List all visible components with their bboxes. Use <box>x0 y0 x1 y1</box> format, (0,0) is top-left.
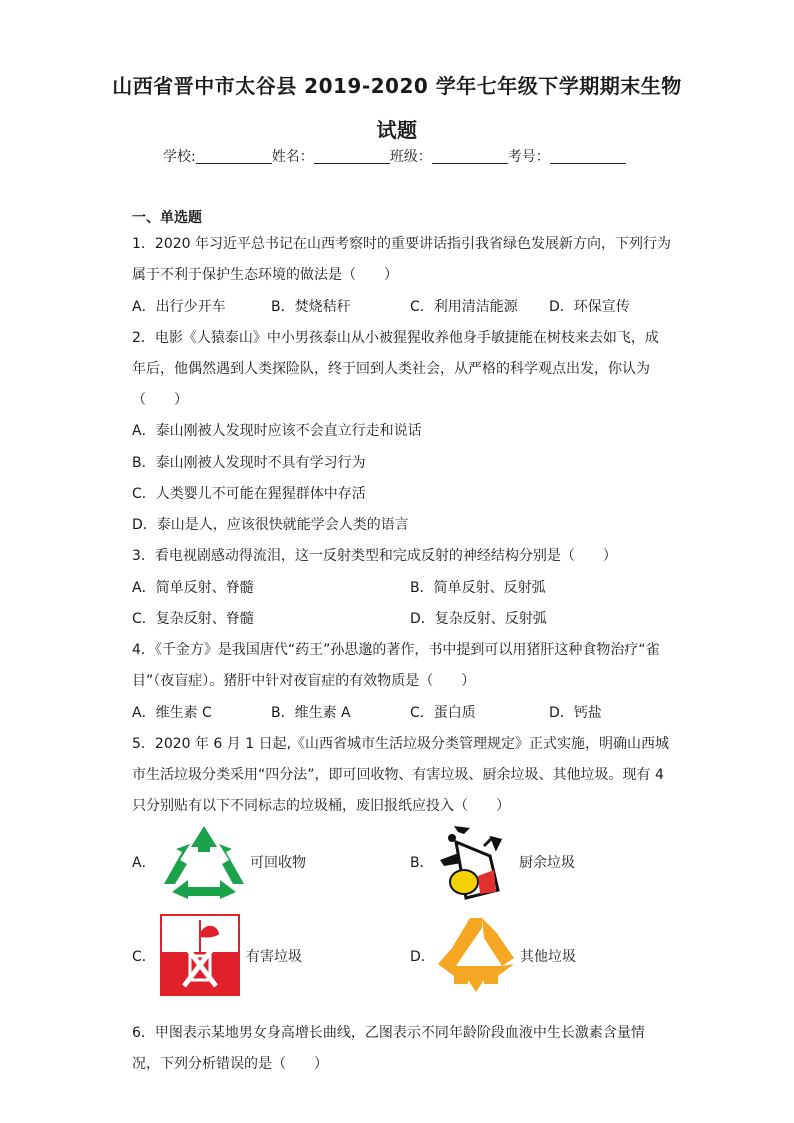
q5-option-b[interactable]: B． <box>410 855 434 871</box>
q4-option-b[interactable]: B．维生素 A <box>271 705 351 721</box>
q4-option-a[interactable]: A．维生素 C <box>132 705 212 721</box>
q2-option-b[interactable]: B．泰山刚被人发现时不具有学习行为 <box>132 455 366 471</box>
number-blank[interactable] <box>550 149 626 164</box>
q3-option-b[interactable]: B．简单反射、反射弧 <box>410 580 546 596</box>
recycle-icon <box>160 822 248 900</box>
q2-option-c[interactable]: C．人类婴儿不可能在猩猩群体中存活 <box>132 486 366 502</box>
q1-option-d[interactable]: D．环保宣传 <box>549 299 630 315</box>
q6-stem-2: 况，下列分析错误的是（ ） <box>132 1056 328 1072</box>
q5-option-d[interactable]: D． <box>410 949 435 965</box>
student-info-row <box>163 146 626 166</box>
other-waste-icon <box>434 914 518 996</box>
q4-option-c[interactable]: C．蛋白质 <box>410 705 476 721</box>
name-blank[interactable] <box>314 149 390 164</box>
q1-stem-2: 属于不利于保护生态环境的做法是（ ） <box>132 267 398 283</box>
q5-stem-2: 市生活垃圾分类采用“四分法”，即可回收物、有害垃圾、厨余垃圾、其他垃圾。现有 4 <box>132 767 664 783</box>
q1-option-c[interactable]: C．利用清洁能源 <box>410 299 518 315</box>
q5-option-c[interactable]: C． <box>132 949 156 965</box>
school-blank[interactable] <box>196 149 272 164</box>
q3-option-c[interactable]: C．复杂反射、脊髓 <box>132 611 254 627</box>
q5-caption-d: 其他垃圾 <box>520 949 576 965</box>
q5-stem-3: 只分别贴有以下不同标志的垃圾桶，废旧报纸应投入（ ） <box>132 798 510 814</box>
number-label: 考号： <box>507 149 550 165</box>
q2-stem-2: 年后，他偶然遇到人类探险队，终于回到人类社会，从严格的科学观点出发，你认为 <box>132 361 650 377</box>
section-heading: 一、单选题 <box>132 210 202 226</box>
q2-stem-3: （ ） <box>132 392 188 408</box>
q1-stem-1: 1．2020 年习近平总书记在山西考察时的重要讲话指引我省绿色发展新方向，下列行为 <box>132 236 671 252</box>
title-line-1: 山西省晋中市太谷县 2019-2020 学年七年级下学期期末生物 <box>112 74 682 98</box>
q2-option-a[interactable]: A．泰山刚被人发现时应该不会直立行走和说话 <box>132 423 422 439</box>
q1-option-b[interactable]: B．焚烧秸秆 <box>271 299 351 315</box>
name-label: 姓名： <box>271 149 314 165</box>
q5-stem-1: 5．2020 年 6 月 1 日起,《山西省城市生活垃圾分类管理规定》正式实施，明确山西城 <box>132 736 670 752</box>
hazardous-waste-icon <box>160 914 240 996</box>
q3-stem-1: 3．看电视剧感动得流泪，这一反射类型和完成反射的神经结构分别是（ ） <box>132 548 617 564</box>
title-line-2: 试题 <box>376 118 418 142</box>
q1-option-a[interactable]: A．出行少开车 <box>132 299 226 315</box>
q4-option-d[interactable]: D．钙盐 <box>549 705 602 721</box>
q5-caption-b: 厨余垃圾 <box>519 855 575 871</box>
q4-stem-2: 目”（夜盲症）。猪肝中针对夜盲症的有效物质是（ ） <box>132 673 476 689</box>
q2-stem-1: 2．电影《人猿泰山》中小男孩泰山从小被猩猩收养他身手敏捷能在树枝来去如飞，成 <box>132 330 659 346</box>
q5-option-a[interactable]: A． <box>132 855 156 871</box>
kitchen-waste-icon <box>434 818 520 902</box>
q6-stem-1: 6．甲图表示某地男女身高增长曲线，乙图表示不同年龄阶段血液中生长激素含量情 <box>132 1025 645 1041</box>
q3-option-a[interactable]: A．简单反射、脊髓 <box>132 580 254 596</box>
q3-option-d[interactable]: D．复杂反射、反射弧 <box>410 611 547 627</box>
school-label: 学校: <box>163 149 196 165</box>
class-label: 班级： <box>389 149 432 165</box>
q5-caption-c: 有害垃圾 <box>246 949 302 965</box>
q4-stem-1: 4．《千金方》是我国唐代“药王”孙思邈的著作，书中提到可以用猪肝这种食物治疗“雀 <box>132 642 660 658</box>
q2-option-d[interactable]: D．泰山是人，应该很快就能学会人类的语言 <box>132 517 409 533</box>
class-blank[interactable] <box>432 149 508 164</box>
q5-caption-a: 可回收物 <box>250 855 306 871</box>
